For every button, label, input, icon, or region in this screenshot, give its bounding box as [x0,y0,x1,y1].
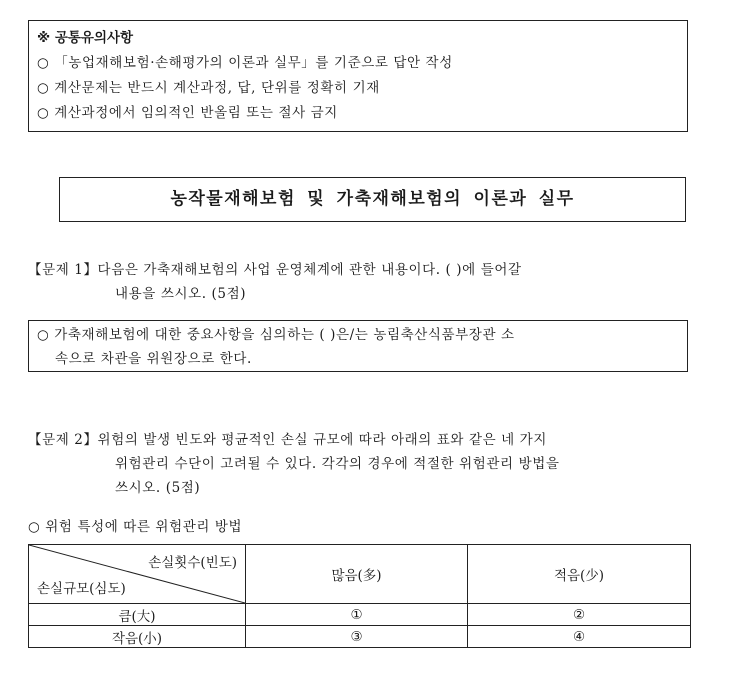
subject-title: 농작물재해보험 및 가축재해보험의 이론과 실무 [59,177,686,222]
risk-management-table [28,544,691,648]
notice-item: ○ 계산문제는 반드시 계산과정, 답, 단위를 정확히 기재 [37,80,380,96]
answer-cell-4: ④ [468,626,691,648]
common-notice-box [28,20,688,132]
question-2-line: 위험관리 수단이 고려될 수 있다. 각각의 경우에 적절한 위험관리 방법을 [115,456,560,472]
question-1-box-line: 속으로 차관을 위원장으로 한다. [55,351,252,367]
answer-cell-3: ③ [246,626,468,648]
corner-severity-label: 손실규모(심도) [37,581,126,597]
column-header-few: 적음(少) [468,545,691,604]
notice-item: ○ 「농업재해보험·손해평가의 이론과 실무」를 기준으로 답안 작성 [37,55,453,71]
column-header-many: 많음(多) [246,545,468,604]
answer-cell-1: ① [246,604,468,626]
table-row [29,626,691,648]
answer-cell-2: ② [468,604,691,626]
question-1-line: 내용을 쓰시오. (5점) [115,286,247,302]
question-1-box-line: ○ 가축재해보험에 대한 중요사항을 심의하는 ( )은/는 농림축산식품부장관 소 [37,327,515,343]
row-label-large: 큼(大) [29,604,246,626]
question-1-box [28,320,688,372]
table-subheading: ○ 위험 특성에 따른 위험관리 방법 [28,519,243,535]
question-2-line: 【문제 2】위험의 발생 빈도와 평균적인 손실 규모에 따라 아래의 표와 같은 네 가지 [28,432,547,448]
question-2-line: 쓰시오. (5점) [115,480,201,496]
question-1-line: 【문제 1】다음은 가축재해보험의 사업 운영체계에 관한 내용이다. ( )에 들어갈 [28,262,522,278]
notice-item: ○ 계산과정에서 임의적인 반올림 또는 절사 금지 [37,105,338,121]
table-corner-cell [29,545,246,604]
table-row [29,604,691,626]
corner-frequency-label: 손실횟수(빈도) [148,555,237,571]
question-1 [28,258,708,306]
notice-heading: ※ 공통유의사항 [37,30,134,46]
question-2 [28,428,708,500]
row-label-small: 작음(小) [29,626,246,648]
